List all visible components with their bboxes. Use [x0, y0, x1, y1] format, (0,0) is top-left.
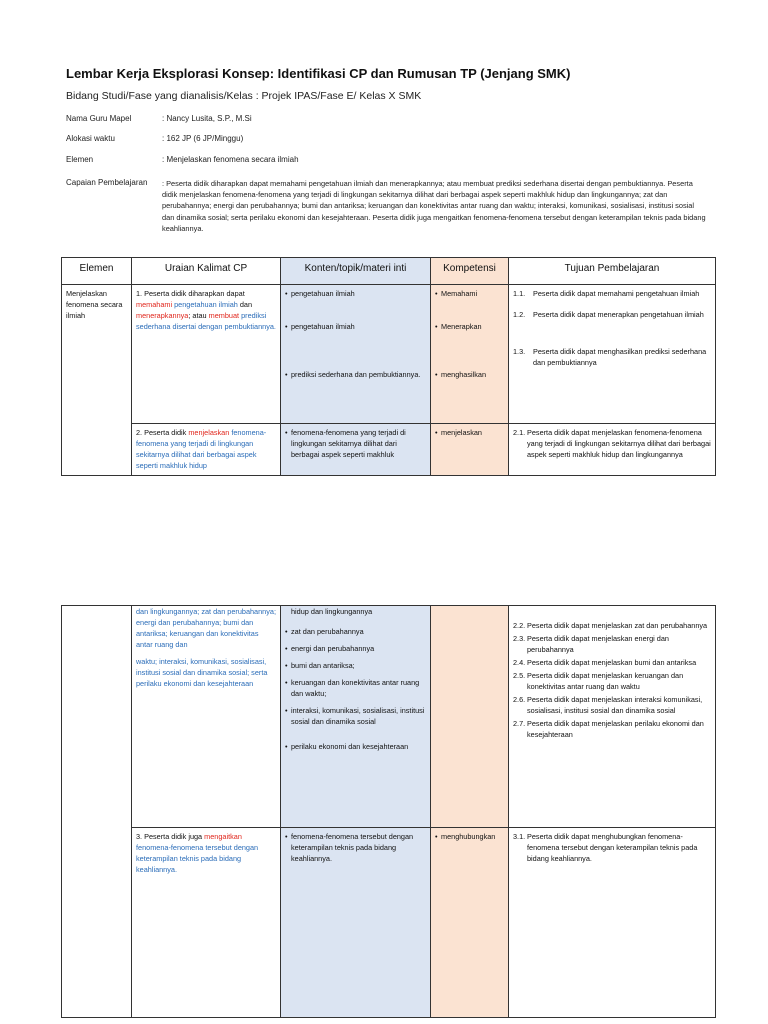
tujuan-text: Peserta didik dapat menjelaskan keruangan dan konektivitas antar ruang dan waktu: [527, 671, 684, 691]
cp-table-page-2: [61, 605, 716, 1018]
cell-kompetensi-2-cont: [431, 606, 509, 828]
cp-verb: menjelaskan: [188, 428, 230, 437]
konten-item: hidup dan lingkungannya: [291, 607, 373, 616]
cp-content: dan lingkungannya; zat dan perubahannya; energi dan perubahannya; bumi dan antariksa; keruangan dan konektivitas antar ruang dan: [136, 607, 276, 649]
tujuan-item: [513, 288, 711, 299]
cell-kompetensi-3: [431, 828, 509, 1018]
cp-content: waktu; interaksi, komunikasi, sosialisasi, institusi sosial dan dinamika sosial; serta perilaku ekonomi dan kesejahteraan: [136, 657, 268, 688]
kompetensi-item: • menghubungkan: [435, 831, 504, 842]
cp-content: fenomena-fenomena yang terjadi di lingkungan sekitarnya dilihat dari berbagai aspek seperti makhluk hidup: [136, 428, 267, 470]
konten-item: • perilaku ekonomi dan kesejahteraan: [285, 741, 426, 752]
worksheet-subtitle: Bidang Studi/Fase yang dianalisis/Kelas : Projek IPAS/Fase E/ Kelas X SMK: [66, 90, 422, 102]
cp-text: dan: [237, 300, 253, 309]
tujuan-text: Peserta didik dapat menjelaskan bumi dan antariksa: [527, 658, 697, 667]
tujuan-item: [513, 309, 711, 320]
meta-value-teacher-row: : Nancy Lusita, S.P., M.Si: [162, 114, 252, 123]
cp-text: 2. Peserta didik: [136, 428, 189, 437]
tujuan-item: [513, 427, 711, 460]
kompetensi-item: • menjelaskan: [435, 427, 504, 438]
kompetensi-item: • menghasilkan: [435, 369, 504, 380]
konten-item: • zat dan perubahannya: [285, 626, 426, 637]
kompetensi-item: • Memahami: [435, 288, 504, 299]
konten-item: • pengetahuan ilmiah: [285, 321, 426, 332]
konten-item: • fenomena-fenomena tersebut dengan keterampilan teknis pada bidang keahliannya.: [285, 831, 426, 864]
meta-value-time: : 162 JP (6 JP/Minggu): [162, 134, 244, 143]
konten-item: • energi dan perubahannya: [285, 643, 426, 654]
elemen-text: Menjelaskan fenomena secara ilmiah: [66, 289, 123, 320]
kompetensi-item: • Menerapkan: [435, 321, 504, 332]
tujuan-number: 1.3.: [513, 347, 526, 356]
tujuan-text: Peserta didik dapat menjelaskan fenomena-fenomena yang terjadi di lingkungan sekitarnya dilihat dari berbagai aspek seperti makhluk hidup dan lingkungannya: [527, 428, 711, 459]
cell-konten-2: [281, 424, 431, 476]
header-elemen: Elemen: [62, 258, 132, 285]
tujuan-number: 3.1.: [513, 832, 526, 841]
konten-item: • interaksi, komunikasi, sosialisasi, institusi sosial dan dinamika sosial: [285, 705, 426, 727]
meta-key-cp: Capaian Pembelajaran: [66, 178, 148, 187]
cp-table-page-1: [61, 257, 716, 476]
tujuan-number: 1.2.: [513, 310, 526, 319]
cp-text: 1. Peserta didik diharapkan dapat: [136, 289, 245, 298]
konten-item: • keruangan dan konektivitas antar ruang dan waktu;: [285, 677, 426, 699]
konten-item: • pengetahuan ilmiah: [285, 288, 426, 299]
header-kompetensi: Kompetensi: [431, 258, 509, 285]
cell-elemen-cont: [62, 606, 132, 1018]
tujuan-number: 2.5.: [513, 671, 526, 680]
tujuan-item: [513, 718, 711, 740]
cp-verb: membuat: [208, 311, 240, 320]
tujuan-item: [513, 657, 711, 668]
konten-item: • bumi dan antariksa;: [285, 660, 426, 671]
tujuan-text: Peserta didik dapat menjelaskan zat dan perubahannya: [527, 621, 708, 630]
cp-content: fenomena-fenomena tersebut dengan keterampilan teknis pada bidang keahliannya.: [136, 843, 259, 874]
cell-konten-3: [281, 828, 431, 1018]
meta-value-element: : Menjelaskan fenomena secara ilmiah: [162, 155, 299, 164]
cell-tujuan-1: [509, 285, 716, 424]
tujuan-item: [513, 633, 711, 655]
cp-text: 3. Peserta didik juga: [136, 832, 205, 841]
worksheet-title: Lembar Kerja Eksplorasi Konsep: Identifikasi CP dan Rumusan TP (Jenjang SMK): [66, 66, 571, 81]
cell-cp-3: [132, 828, 281, 1018]
cell-tujuan-3: [509, 828, 716, 1018]
tujuan-item: [513, 670, 711, 692]
tujuan-number: 1.1.: [513, 289, 526, 298]
meta-key-time: Alokasi waktu: [66, 134, 115, 143]
cell-elemen: [62, 285, 132, 476]
cp-verb: mengaitkan: [204, 832, 242, 841]
konten-item: • fenomena-fenomena yang terjadi di lingkungan sekitarnya dilihat dari berbagai aspek seperti makhluk: [285, 427, 426, 460]
header-konten: Konten/topik/materi inti: [281, 258, 431, 285]
cell-cp-2-cont: [132, 606, 281, 828]
tujuan-number: 2.2.: [513, 621, 526, 630]
tujuan-number: 2.4.: [513, 658, 526, 667]
tujuan-number: 2.6.: [513, 695, 526, 704]
meta-value-cp: : Peserta didik diharapkan dapat memahami pengetahuan ilmiah dan menerapkannya; atau membuat prediksi sederhana disertai dengan pembuktiannya. Peserta didik menjelaskan fenomena-fenomena yang terjadi di lingkungan sekitarnya dilihat dari berbagai aspek seperti makhluk hidup dan lingkungannya; zat dan perubahannya; energi dan perubahannya; bumi dan antariksa; keruangan dan konektivitas antar ruang dan waktu; interaksi, komunikasi, sosialisasi, institusi sosial dan dinamika sosial; serta perilaku ekonomi dan kesejahteraan. Peserta didik juga mengaitkan fenomena-fenomena tersebut dengan keterampilan teknis pada bidang keahliannya.: [162, 179, 706, 233]
konten-item: • prediksi sederhana dan pembuktiannya.: [285, 369, 426, 380]
cp-verb: memahami: [136, 300, 173, 309]
cp-text: ; atau: [188, 311, 209, 320]
tujuan-text: Peserta didik dapat menghubungkan fenomena-fenomena tersebut dengan keterampilan teknis pada bidang keahliannya.: [527, 832, 698, 863]
cell-tujuan-2: [509, 424, 716, 476]
tujuan-item: [513, 831, 711, 864]
header-tujuan: Tujuan Pembelajaran: [509, 258, 716, 285]
tujuan-number: 2.3.: [513, 634, 526, 643]
tujuan-text: Peserta didik dapat menerapkan pengetahuan ilmiah: [533, 310, 704, 319]
cell-kompetensi-2: [431, 424, 509, 476]
tujuan-text: Peserta didik dapat memahami pengetahuan ilmiah: [533, 289, 700, 298]
cell-cp-1: [132, 285, 281, 424]
cp-verb: menerapkannya: [136, 311, 189, 320]
tujuan-item: [513, 620, 711, 631]
cp-content: prediksi sederhana disertai dengan pembuktiannya.: [136, 311, 276, 331]
tujuan-text: Peserta didik dapat menghasilkan prediksi sederhana dan pembuktiannya: [533, 347, 707, 367]
cell-cp-2: [132, 424, 281, 476]
cell-konten-2-cont: [281, 606, 431, 828]
meta-key-element: Elemen: [66, 155, 94, 164]
tujuan-item: [513, 346, 711, 368]
meta-key-teacher-row: Nama Guru Mapel: [66, 114, 132, 123]
tujuan-item: [513, 694, 711, 716]
cell-tujuan-2-cont: [509, 606, 716, 828]
tujuan-text: Peserta didik dapat menjelaskan perilaku ekonomi dan kesejahteraan: [527, 719, 704, 739]
tujuan-number: 2.1.: [513, 428, 526, 437]
tujuan-number: 2.7.: [513, 719, 526, 728]
header-uraian: Uraian Kalimat CP: [132, 258, 281, 285]
cell-konten-1: [281, 285, 431, 424]
cp-content: pengetahuan ilmiah: [172, 300, 238, 309]
tujuan-text: Peserta didik dapat menjelaskan energi dan perubahannya: [527, 634, 669, 654]
cell-kompetensi-1: [431, 285, 509, 424]
tujuan-text: Peserta didik dapat menjelaskan interaksi komunikasi, sosialisasi, institusi sosial dan dinamika sosial: [527, 695, 703, 715]
